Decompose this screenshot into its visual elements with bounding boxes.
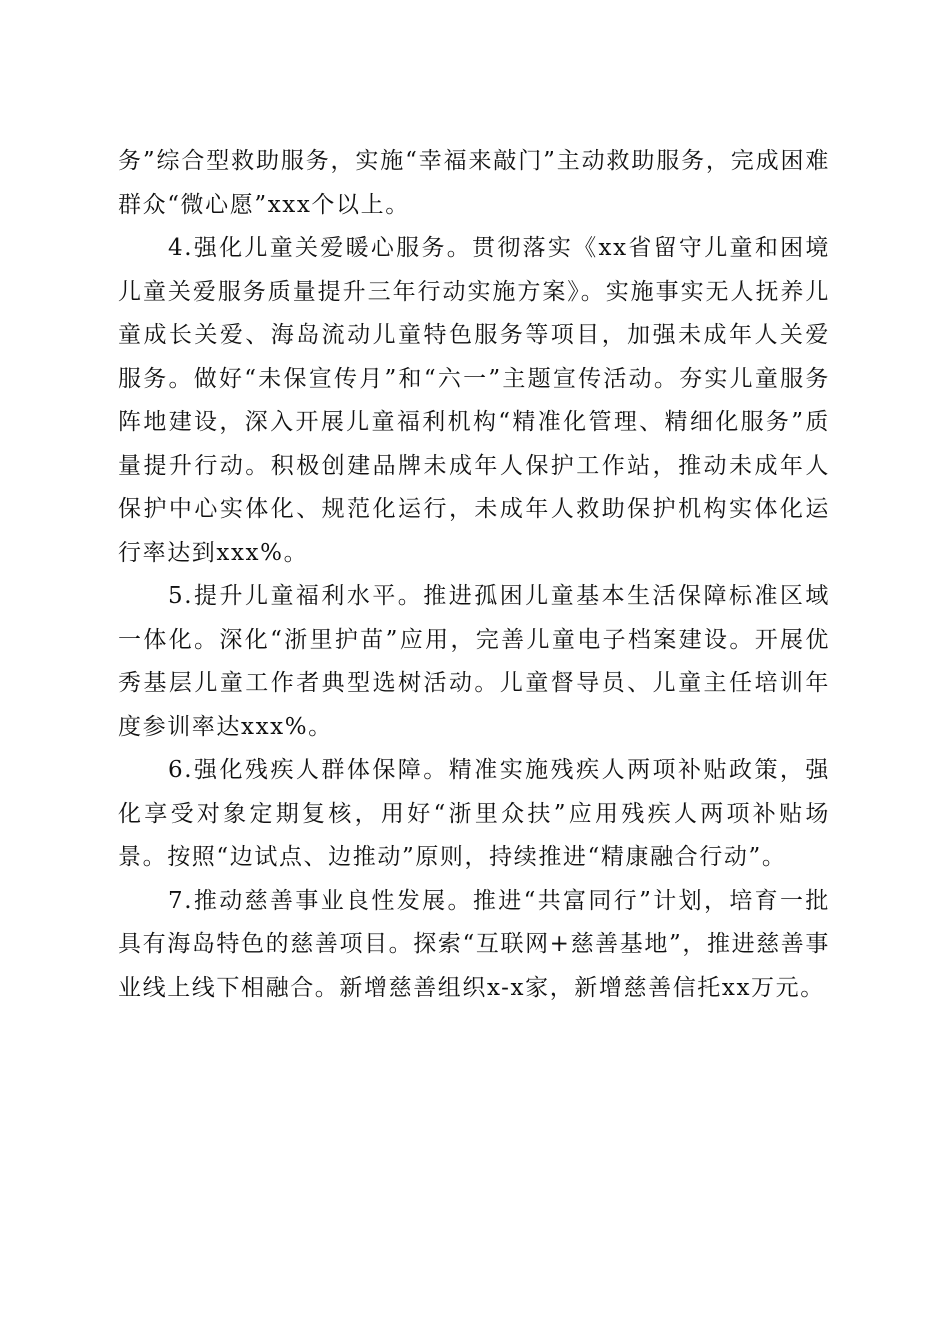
paragraph-item-4: 4.强化儿童关爱暖心服务。贯彻落实《xx省留守儿童和困境儿童关爱服务质量提升三年行动实施方案》。实施事实无人抚养儿童成长关爱、海岛流动儿童特色服务等项目，加强未成年人关爱服务。做好“未保宣传月”和“六一”主题宣传活动。夯实儿童服务阵地建设，深入开展儿童福利机构“精准化管理、精细化服务”质量提升行动。积极创建品牌未成年人保护工作站，推动未成年人保护中心实体化、规范化运行，未成年人救助保护机构实体化运行率达到xxx%。 bbox=[118, 235, 830, 566]
paragraph-continued-service: 务”综合型救助服务，实施“幸福来敲门”主动救助服务，完成困难群众“微心愿”xxx个以上。 bbox=[118, 148, 830, 218]
paragraph-item-5: 5.提升儿童福利水平。推进孤困儿童基本生活保障标准区域一体化。深化“浙里护苗”应用，完善儿童电子档案建设。开展优秀基层儿童工作者典型选树活动。儿童督导员、儿童主任培训年度参训率达xxx%。 bbox=[118, 583, 830, 740]
document-body bbox=[118, 140, 830, 1010]
paragraph-item-6: 6.强化残疾人群体保障。精准实施残疾人两项补贴政策，强化享受对象定期复核，用好“浙里众扶”应用残疾人两项补贴场景。按照“边试点、边推动”原则，持续推进“精康融合行动”。 bbox=[118, 757, 830, 870]
paragraph-item-7: 7.推动慈善事业良性发展。推进“共富同行”计划，培育一批具有海岛特色的慈善项目。探索“互联网+慈善基地”，推进慈善事业线上线下相融合。新增慈善组织x-x家，新增慈善信托xx万元。 bbox=[118, 887, 830, 1001]
